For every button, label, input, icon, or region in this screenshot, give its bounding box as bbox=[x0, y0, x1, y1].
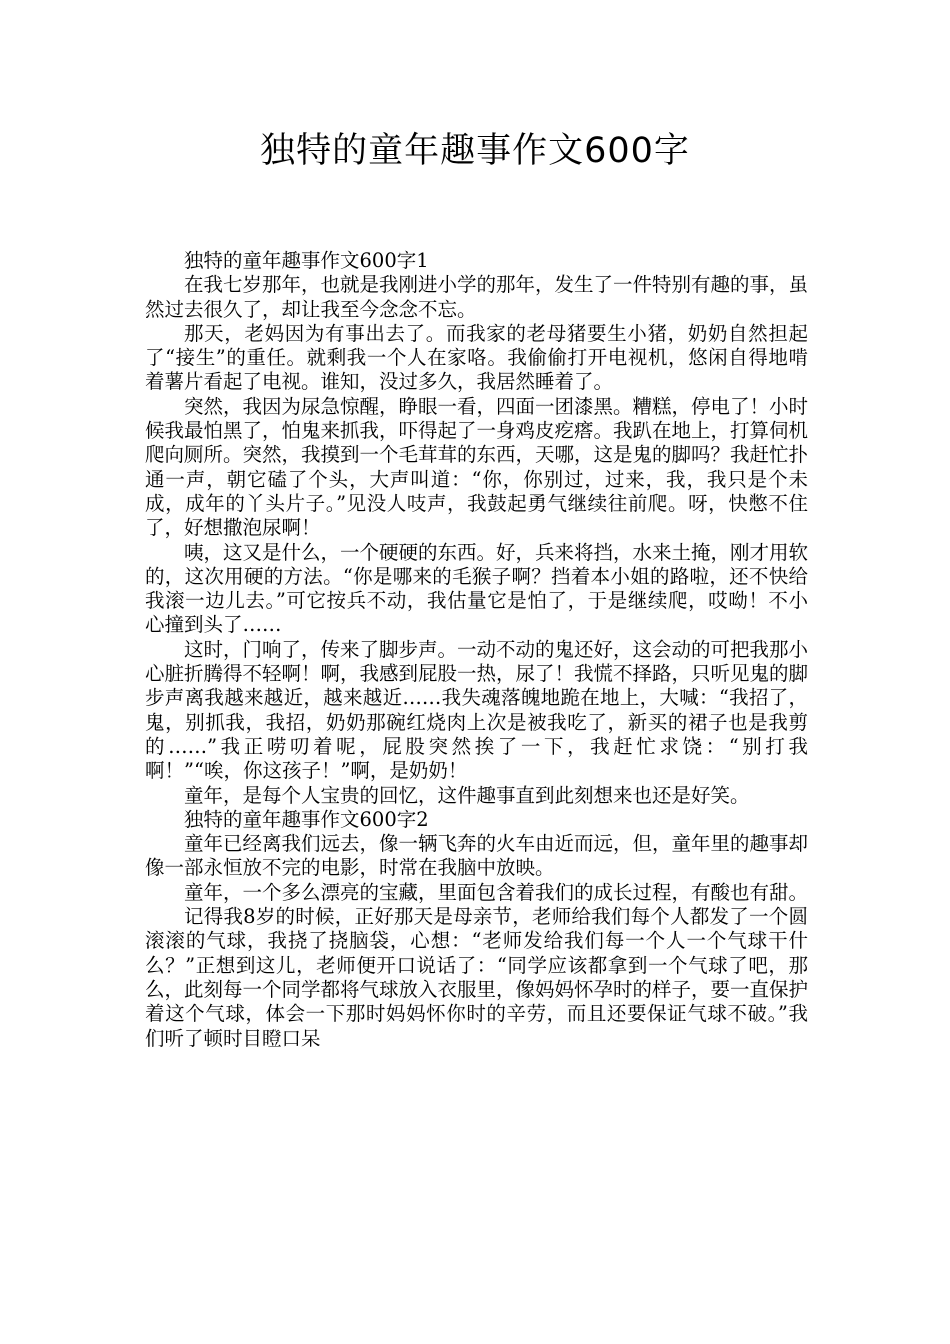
paragraph: 童年已经离我们远去，像一辆飞奔的火车由近而远，但，童年里的趣事却像一部永恒放不完的电影，时常在我脑中放映。 bbox=[145, 832, 809, 880]
paragraph: 童年，一个多么漂亮的宝藏，里面包含着我们的成长过程，有酸也有甜。 bbox=[184, 880, 809, 904]
paragraph: 那天，老妈因为有事出去了。而我家的老母猪要生小猪，奶奶自然担起了“接生”的重任。就剩我一个人在家咯。我偷偷打开电视机，悠闲自得地啃着薯片看起了电视。谁知，没过多久，我居然睡着了。 bbox=[145, 321, 808, 394]
paragraph: 咦，这又是什么，一个硬硬的东西。好，兵来将挡，水来土掩，刚才用软的，这次用硬的方法。“你是哪来的毛猴子啊？挡着本小姐的路啦，还不快给我滚一边儿去。”可它按兵不动，我估量它是怕了，于是继续爬，哎呦！不小心撞到头了…… bbox=[145, 540, 809, 637]
paragraph: 童年，是每个人宝贵的回忆，这件趣事直到此刻想来也还是好笑。 bbox=[184, 783, 750, 807]
paragraph: 这时，门响了，传来了脚步声。一动不动的鬼还好，这会动的可把我那小心脏折腾得不轻啊！啊，我感到屁股一热，尿了！我慌不择路，只听见鬼的脚步声离我越来越近，越来越近……我失魂落魄地跪在地上，大喊：“我招了，鬼，别抓我，我招，奶奶那碗红烧肉上次是被我吃了，新买的裙子也是我剪的……”我正唠叨着呢，屁股突然挨了一下，我赶忙求饶：“别打我啊！”“唉，你这孩子！”啊，是奶奶！ bbox=[145, 637, 809, 783]
document-body bbox=[145, 249, 808, 1051]
document-title: 独特的童年趣事作文600字 bbox=[260, 131, 690, 171]
paragraph: 记得我8岁的时候，正好那天是母亲节，老师给我们每个人都发了一个圆滚滚的气球，我挠了挠脑袋，心想：“老师发给我们每一个人一个气球干什么？”正想到这儿，老师便开口说话了：“同学应该都拿到一个气球了吧，那么，此刻每一个同学都将气球放入衣服里，像妈妈怀孕时的样子，要一直保护着这个气球，体会一下那时妈妈怀你时的辛劳，而且还要保证气球不破。”我们听了顿时目瞪口呆 bbox=[145, 905, 809, 1050]
section-heading-2: 独特的童年趣事作文600字2 bbox=[184, 807, 429, 831]
paragraph: 突然，我因为尿急惊醒，睁眼一看，四面一团漆黑。糟糕，停电了！小时候我最怕黑了，怕鬼来抓我，吓得起了一身鸡皮疙瘩。我趴在地上，打算伺机爬向厕所。突然，我摸到一个毛茸茸的东西，天哪，这是鬼的脚吗？我赶忙扑通一声，朝它磕了个头，大声叫道：“你，你别过，过来，我，我只是个未成，成年的丫头片子。”见没人吱声，我鼓起勇气继续往前爬。呀，快憋不住了，好想撒泡尿啊！ bbox=[145, 394, 809, 540]
section-heading-1: 独特的童年趣事作文600字1 bbox=[184, 249, 429, 272]
paragraph: 在我七岁那年，也就是我刚进小学的那年，发生了一件特别有趣的事，虽然过去很久了，却让我至今念念不忘。 bbox=[145, 273, 809, 321]
